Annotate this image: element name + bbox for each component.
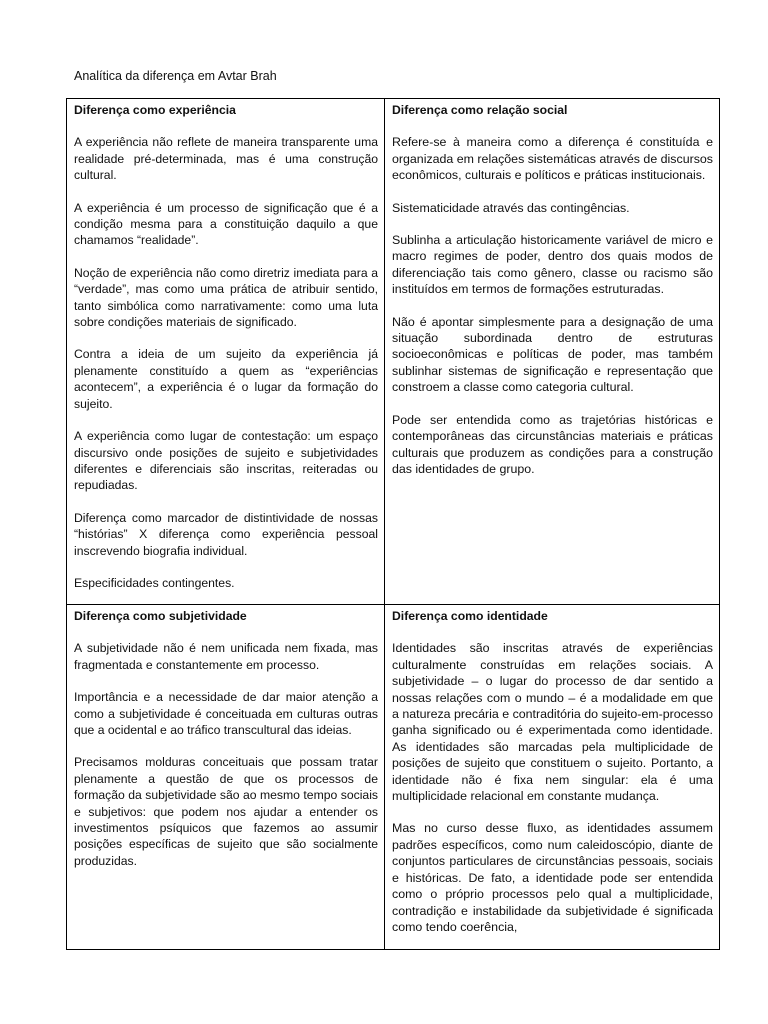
cell-paragraph: A experiência é um processo de significação que é a condição mesma para a constituição daquilo a que chamamos “realidade”. [74,200,378,248]
cell-paragraph: Especificidades contingentes. [74,575,235,590]
cell-paragraph: Sublinha a articulação historicamente variável de micro e macro regimes de poder, dentro dos quais modos de diferenciação tais como gênero, classe ou racismo são instituídos em termos de formações estruturadas. [392,233,713,297]
cell-paragraph: Sistematicidade através das contingências. [392,200,630,215]
cell-diferenca-como-experiencia [67,99,385,605]
cell-paragraph: A experiência como lugar de contestação: um espaço discursivo onde posições de sujeito e subjetividades diferentes e diferenciais são inscritas, reiteradas ou repudiadas. [74,429,378,493]
cell-diferenca-como-subjetividade [67,605,385,949]
cell-paragraph: Mas no curso desse fluxo, as identidades assumem padrões específicos, como num caleidoscópio, diante de conjuntos particulares de circunstâncias pessoais, sociais e históricas. De fato, a identidade pode ser entendida como o próprio processos pelo qual a multiplicidade, contradição e instabilidade da subjetividade é significada como tendo coerência, [392,821,713,934]
cell-paragraph: Importância e a necessidade de dar maior atenção a como a subjetividade é conceituada em culturas outras que a ocidental e ao tráfico transcultural das ideias. [74,690,378,738]
cell-heading: Diferença como experiência [74,103,236,117]
cell-heading: Diferença como relação social [392,103,568,117]
cell-paragraph: A subjetividade não é nem unificada nem fixada, mas fragmentada e constantemente em processo. [74,641,378,672]
document-title: Analítica da diferença em Avtar Brah [74,69,277,83]
cell-paragraph: Precisamos molduras conceituais que possam tratar plenamente a questão de que os processos de formação da subjetividade são ao mesmo tempo sociais e subjetivos: que podem nos ajudar a entender os investimentos psíquicos que fazemos ao assumir posições específicas de sujeito que são socialmente produzidas. [74,755,378,868]
cell-paragraph: A experiência não reflete de maneira transparente uma realidade pré-determinada, mas é uma construção cultural. [74,135,378,183]
concept-table [66,98,720,950]
cell-paragraph: Refere-se à maneira como a diferença é constituída e organizada em relações sistemáticas através de discursos econômicos, culturais e políticos e práticas institucionais. [392,135,713,183]
cell-paragraph: Noção de experiência não como diretriz imediata para a “verdade”, mas como uma prática de atribuir sentido, tanto simbólica como narrativamente: como uma luta sobre condições materiais de significado. [74,265,378,330]
cell-diferenca-como-identidade [385,605,719,949]
cell-heading: Diferença como identidade [392,609,548,623]
cell-heading: Diferença como subjetividade [74,609,247,623]
cell-paragraph: Diferença como marcador de distintividade de nossas “histórias” X diferença como experiência pessoal inscrevendo biografia individual. [74,510,378,558]
cell-paragraph: Não é apontar simplesmente para a designação de uma situação subordinada dentro de estruturas socioeconômicas e políticas de poder, mas também sublinhar sistemas de significação e representação que constroem a classe como categoria cultural. [392,314,713,395]
cell-paragraph: Pode ser entendida como as trajetórias históricas e contemporâneas das circunstâncias materiais e práticas culturais que produzem as condições para a construção das identidades de grupo. [392,412,713,476]
cell-paragraph: Identidades são inscritas através de experiências culturalmente construídas em relações sociais. A subjetividade – o lugar do processo de dar sentido a nossas relações com o mundo – é a modalidade em que a natureza precária e contraditória do sujeito-em-processo ganha significado ou é experimentada como identidade. As identidades são marcadas pela multiplicidade de posições de sujeito que constituem o sujeito. Portanto, a identidade não é fixa nem singular: ela é uma multiplicidade relacional em constante mudança. [392,641,713,804]
cell-paragraph: Contra a ideia de um sujeito da experiência já plenamente constituído a quem as “experiências acontecem”, a experiência é o lugar da formação do sujeito. [74,347,378,411]
cell-diferenca-como-relacao-social [385,99,719,605]
